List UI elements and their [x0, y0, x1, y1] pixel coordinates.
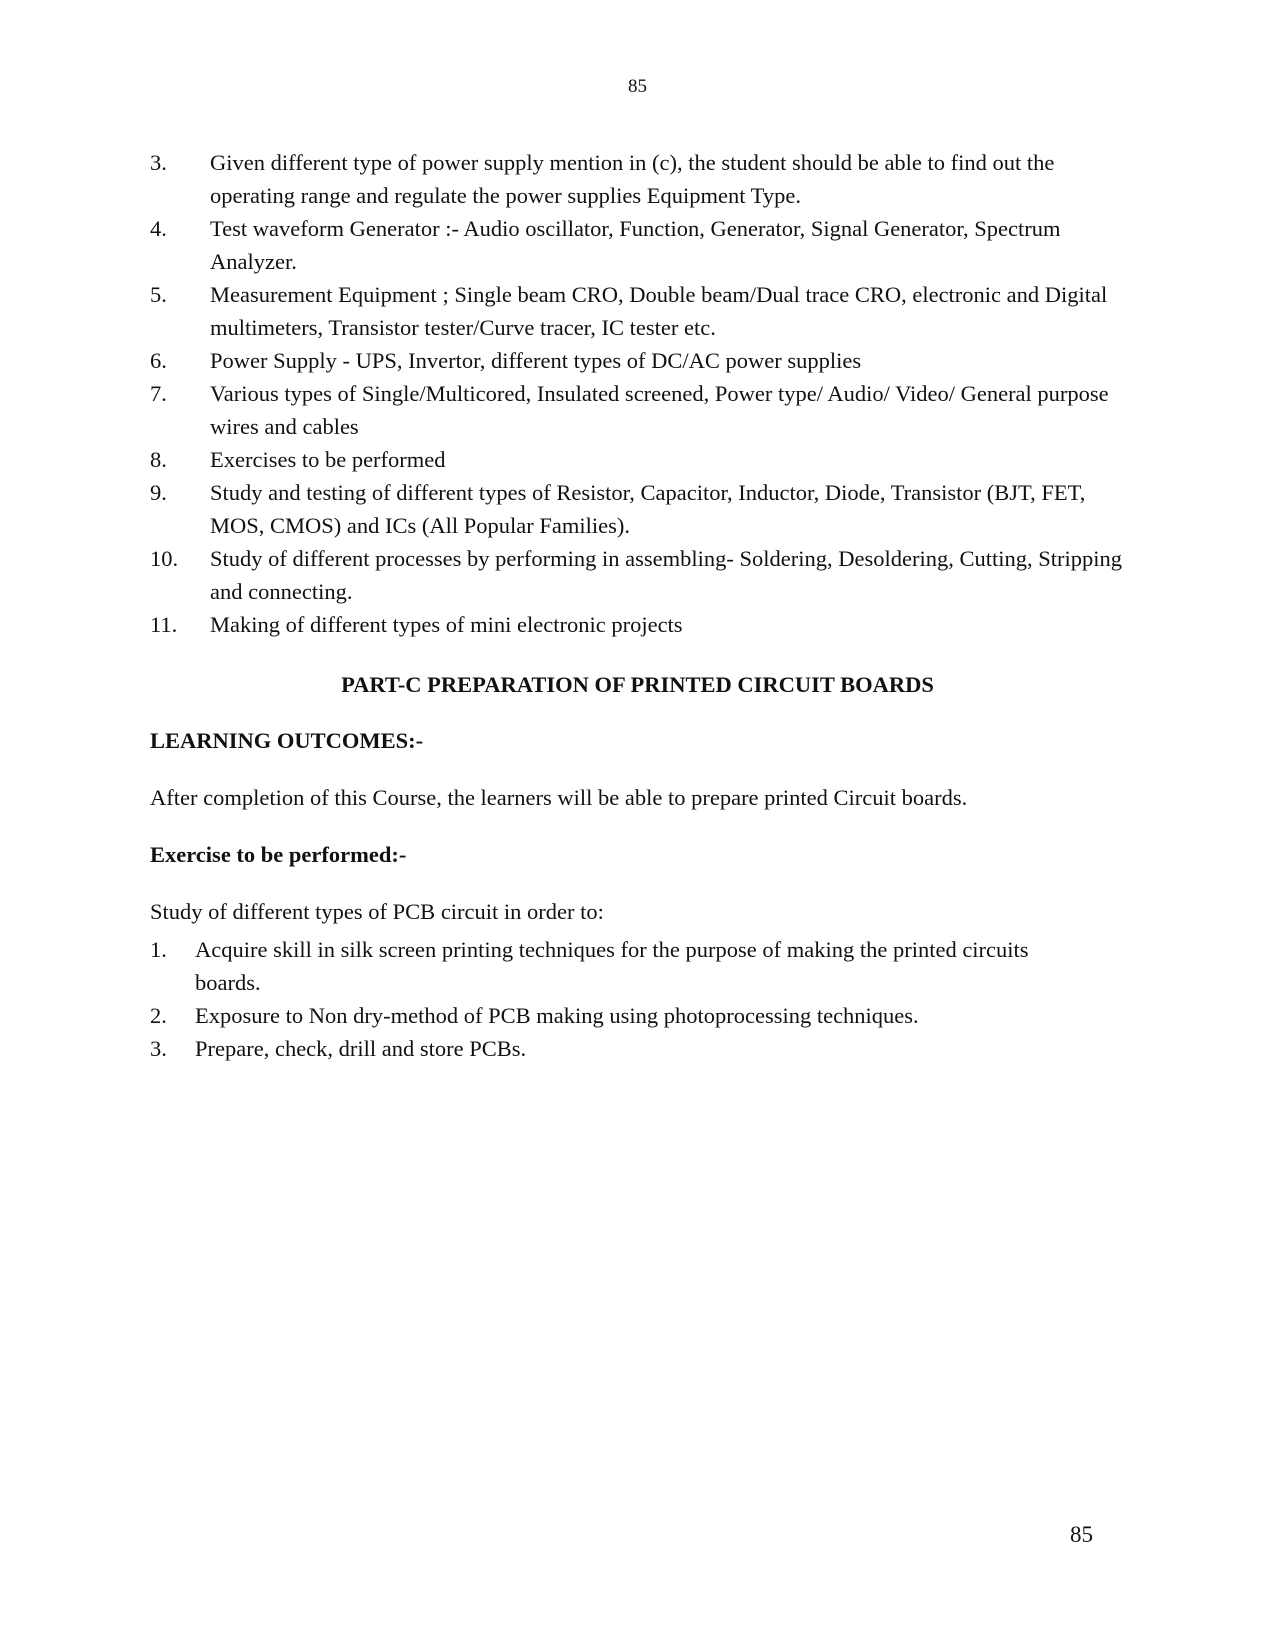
exercise-list	[150, 933, 1080, 1065]
list-item-number: 6.	[150, 348, 167, 373]
list-item-text: Acquire skill in silk screen printing techniques for the purpose of making the printed circuits boards.	[195, 937, 1029, 995]
list-item-text: Exposure to Non dry-method of PCB making using photoprocessing techniques.	[195, 1003, 919, 1028]
list-item	[150, 212, 1130, 278]
list-item-text: Study and testing of different types of Resistor, Capacitor, Inductor, Diode, Transistor (BJT, FET, MOS, CMOS) and ICs (All Popular Families).	[210, 480, 1086, 538]
list-item-text: Measurement Equipment ; Single beam CRO, Double beam/Dual trace CRO, electronic and Digital multimeters, Transistor tester/Curve tracer, IC tester etc.	[210, 282, 1108, 340]
list-item	[150, 476, 1130, 542]
learning-outcomes-text: After completion of this Course, the learners will be able to prepare printed Circuit boards.	[150, 785, 968, 810]
list-item-number: 2.	[150, 1003, 167, 1028]
list-item	[150, 1032, 1080, 1065]
list-item-text: Making of different types of mini electronic projects	[210, 612, 683, 637]
list-item-number: 11.	[150, 612, 178, 637]
list-item	[150, 377, 1130, 443]
page-number-top: 85	[628, 76, 647, 97]
list-item	[150, 146, 1130, 212]
list-item-number: 10.	[150, 546, 179, 571]
list-item-text: Study of different processes by performing in assembling- Soldering, Desoldering, Cutting, Stripping and connecting.	[210, 546, 1122, 604]
equipment-list	[150, 146, 1130, 641]
part-c-heading: PART-C PREPARATION OF PRINTED CIRCUIT BOARDS	[341, 672, 934, 697]
list-item	[150, 608, 1130, 641]
list-item-text: Prepare, check, drill and store PCBs.	[195, 1036, 527, 1061]
list-item-number: 5.	[150, 282, 167, 307]
list-item-number: 3.	[150, 1036, 167, 1061]
list-item-number: 4.	[150, 216, 167, 241]
list-item	[150, 542, 1130, 608]
list-item-number: 8.	[150, 447, 167, 472]
list-item	[150, 933, 1080, 999]
list-item-text: Test waveform Generator :- Audio oscillator, Function, Generator, Signal Generator, Spectrum Analyzer.	[210, 216, 1061, 274]
list-item-text: Power Supply - UPS, Invertor, different types of DC/AC power supplies	[210, 348, 862, 373]
list-item	[150, 278, 1130, 344]
list-item-number: 1.	[150, 937, 167, 962]
list-item-number: 3.	[150, 150, 167, 175]
learning-outcomes-heading: LEARNING OUTCOMES:-	[150, 728, 424, 753]
list-item	[150, 344, 1130, 377]
list-item-text: Exercises to be performed	[210, 447, 446, 472]
page-number-bottom: 85	[1070, 1522, 1093, 1547]
list-item-text: Given different type of power supply mention in (c), the student should be able to find out the operating range and regulate the power supplies Equipment Type.	[210, 150, 1055, 208]
list-item	[150, 999, 1080, 1032]
list-item-text: Various types of Single/Multicored, Insulated screened, Power type/ Audio/ Video/ General purpose wires and cables	[210, 381, 1109, 439]
list-item-number: 7.	[150, 381, 167, 406]
list-item	[150, 443, 1130, 476]
exercise-heading: Exercise to be performed:-	[150, 842, 407, 867]
exercise-intro: Study of different types of PCB circuit in order to:	[150, 899, 604, 924]
list-item-number: 9.	[150, 480, 167, 505]
